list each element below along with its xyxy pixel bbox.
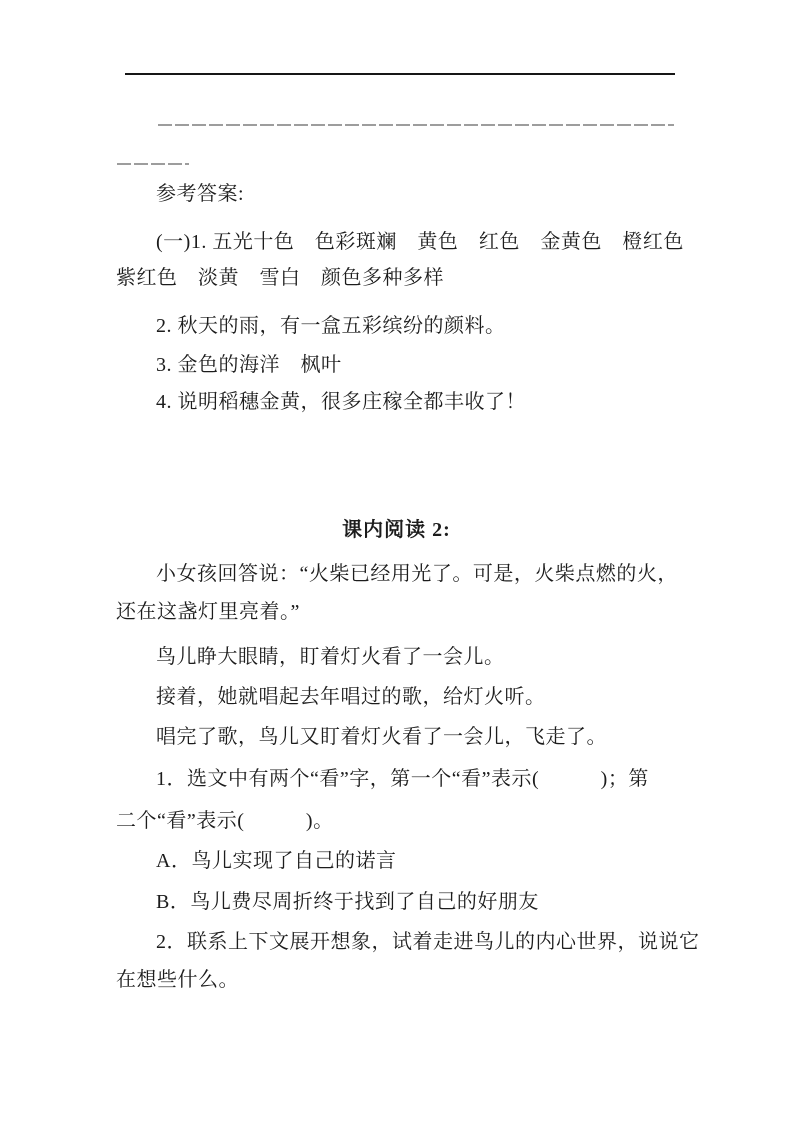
- passage-line: 接着，她就唱起去年唱过的歌，给灯火听。: [156, 686, 546, 708]
- section-heading-reading-2: 课内阅读 2:: [342, 519, 451, 541]
- question-line: 2．联系上下文展开想象，试着走进鸟儿的内心世界，说说它: [156, 931, 700, 953]
- question-line: 在想些什么。: [116, 969, 239, 991]
- answer-key-line: 4. 说明稻穗金黄，很多庄稼全都丰收了！: [156, 391, 526, 413]
- answer-key-line: (一)1. 五光十色 色彩斑斓 黄色 红色 金黄色 橙红色: [156, 231, 684, 253]
- passage-line: 鸟儿睁大眼睛，盯着灯火看了一会儿。: [156, 646, 505, 668]
- passage-line: 唱完了歌，鸟儿又盯着灯火看了一会儿，飞走了。: [156, 726, 607, 748]
- answer-blank-line-short: [117, 163, 189, 165]
- passage-line: 还在这盏灯里亮着。”: [116, 601, 300, 623]
- question-line: 二个“看”表示( )。: [116, 810, 334, 832]
- answer-blank-line-long: [158, 124, 674, 126]
- option-line-a: A．鸟儿实现了自己的诺言: [156, 850, 397, 872]
- passage-line: 小女孩回答说：“火柴已经用光了。可是，火柴点燃的火，: [156, 563, 678, 585]
- divider-line: [125, 73, 675, 75]
- answer-key-line: 2. 秋天的雨，有一盒五彩缤纷的颜料。: [156, 315, 506, 337]
- question-line: 1．选文中有两个“看”字，第一个“看”表示( )；第: [156, 768, 649, 790]
- answer-key-line: 3. 金色的海洋 枫叶: [156, 354, 342, 376]
- answer-key-line: 紫红色 淡黄 雪白 颜色多种多样: [116, 267, 444, 289]
- answer-key-title: 参考答案:: [156, 183, 245, 205]
- option-line-b: B．鸟儿费尽周折终于找到了自己的好朋友: [156, 891, 539, 913]
